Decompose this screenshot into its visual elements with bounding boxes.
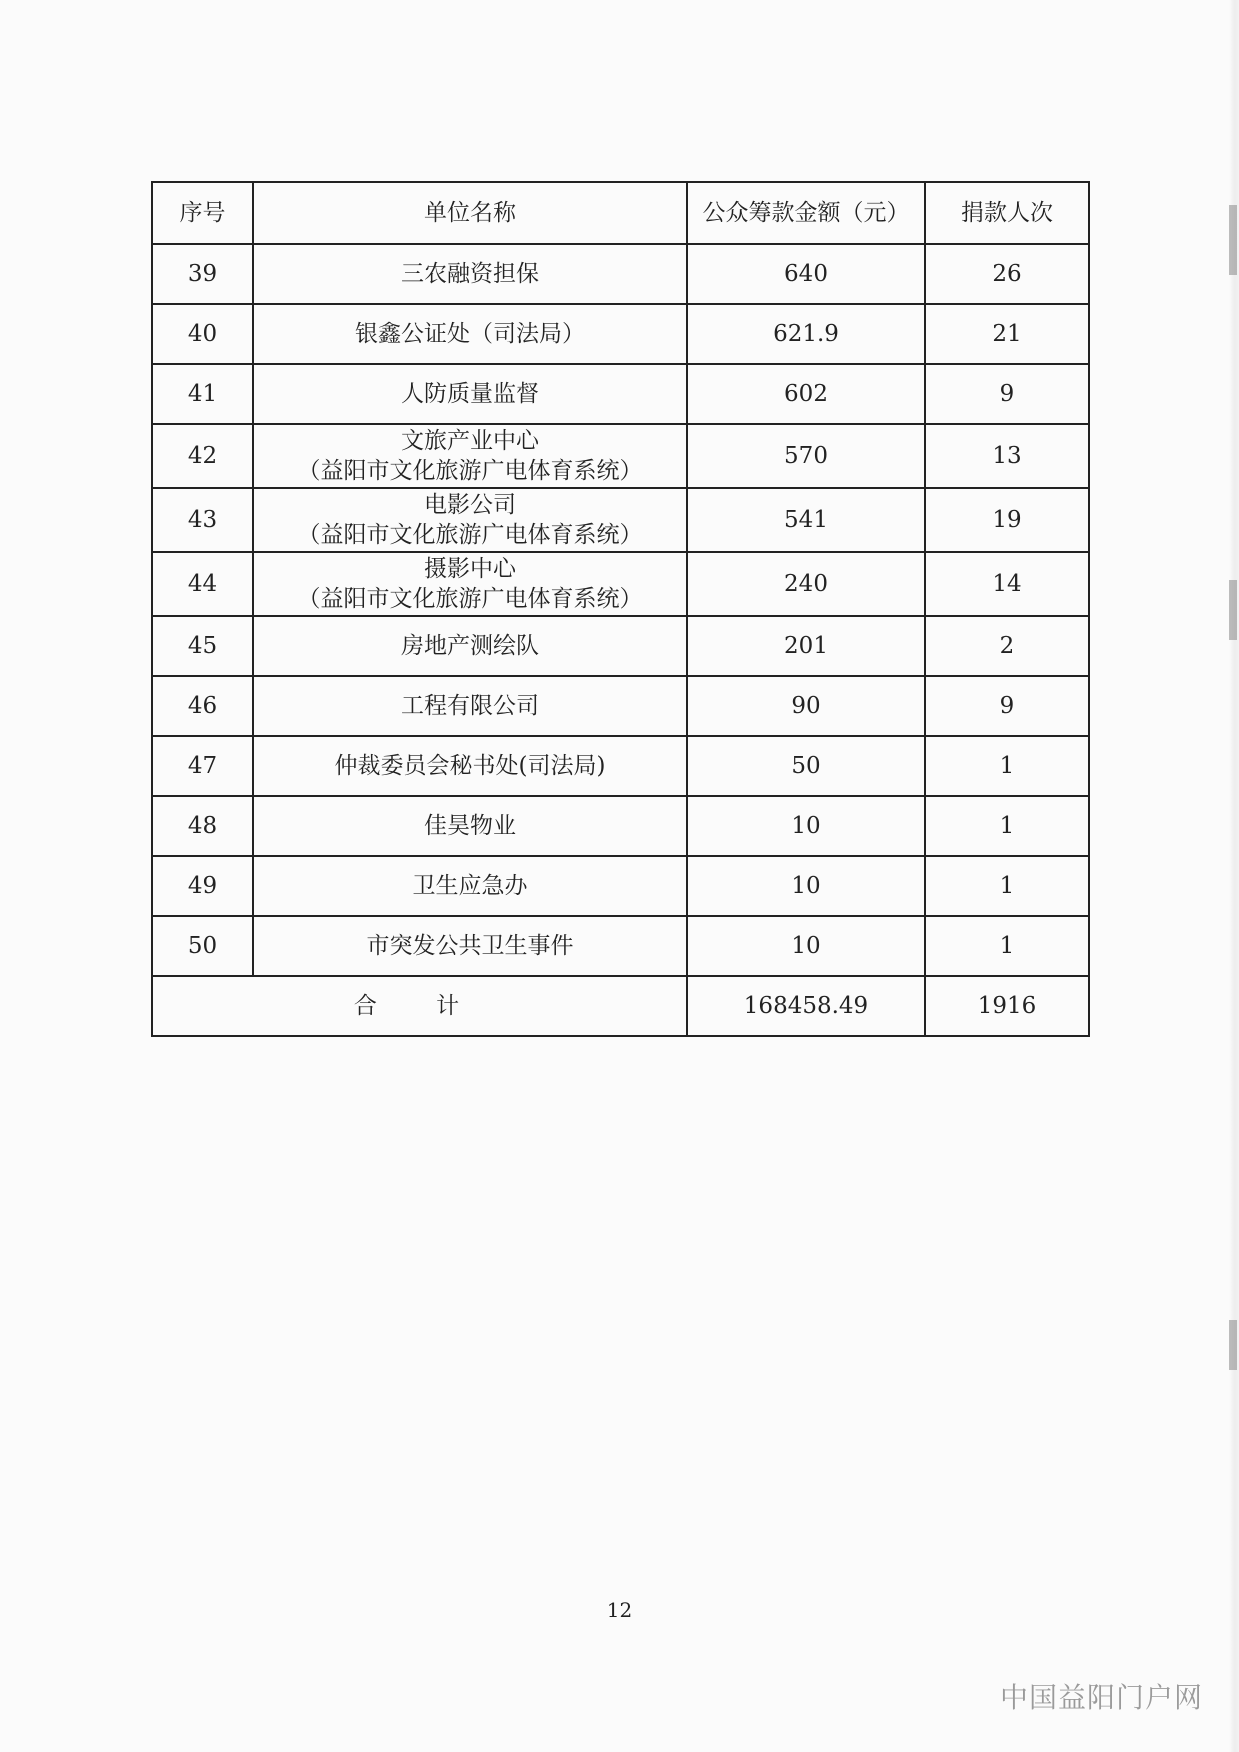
unit-name: 文旅产业中心 <box>401 428 539 454</box>
page-number: 12 <box>606 1598 633 1622</box>
table-row <box>152 916 1089 976</box>
unit-name: 佳昊物业 <box>424 813 516 839</box>
table-row <box>152 736 1089 796</box>
cell-count: 9 <box>925 676 1089 736</box>
unit-name: 卫生应急办 <box>412 873 528 899</box>
cell-count: 1 <box>925 736 1089 796</box>
cell-seq: 41 <box>152 364 253 424</box>
cell-name <box>253 856 687 916</box>
cell-seq: 42 <box>152 424 253 488</box>
header-amount: 公众筹款金额（元） <box>687 182 925 244</box>
header-count: 捐款人次 <box>925 182 1089 244</box>
unit-name: 摄影中心 <box>424 556 516 582</box>
header-name: 单位名称 <box>253 182 687 244</box>
unit-name: 工程有限公司 <box>401 693 539 719</box>
cell-count: 26 <box>925 244 1089 304</box>
cell-amount: 10 <box>687 796 925 856</box>
cell-count: 1 <box>925 796 1089 856</box>
unit-name: 银鑫公证处（司法局） <box>355 321 585 347</box>
cell-amount: 621.9 <box>687 304 925 364</box>
unit-name-sub: （益阳市文化旅游广电体育系统） <box>297 586 643 612</box>
unit-name: 三农融资担保 <box>401 261 539 287</box>
cell-seq: 43 <box>152 488 253 552</box>
cell-amount: 90 <box>687 676 925 736</box>
table-row <box>152 616 1089 676</box>
table-row <box>152 424 1089 488</box>
table-row <box>152 488 1089 552</box>
site-watermark: 中国益阳门户网 <box>999 1681 1203 1714</box>
cell-amount: 50 <box>687 736 925 796</box>
cell-amount: 541 <box>687 488 925 552</box>
cell-seq: 49 <box>152 856 253 916</box>
cell-count: 9 <box>925 364 1089 424</box>
cell-count: 1 <box>925 916 1089 976</box>
cell-count: 21 <box>925 304 1089 364</box>
cell-name <box>253 364 687 424</box>
scan-mark <box>1229 205 1237 275</box>
cell-count: 2 <box>925 616 1089 676</box>
unit-name-sub: （益阳市文化旅游广电体育系统） <box>297 458 643 484</box>
scan-mark <box>1229 580 1237 640</box>
table-total-row <box>152 976 1089 1036</box>
cell-name <box>253 244 687 304</box>
table-row <box>152 552 1089 616</box>
cell-seq: 50 <box>152 916 253 976</box>
cell-amount: 602 <box>687 364 925 424</box>
unit-name: 房地产测绘队 <box>401 633 539 659</box>
unit-name: 人防质量监督 <box>401 381 539 407</box>
total-amount: 168458.49 <box>687 976 925 1036</box>
total-count: 1916 <box>925 976 1089 1036</box>
cell-name <box>253 916 687 976</box>
cell-count: 19 <box>925 488 1089 552</box>
cell-amount: 10 <box>687 916 925 976</box>
unit-name: 仲裁委员会秘书处(司法局) <box>334 753 606 779</box>
cell-seq: 39 <box>152 244 253 304</box>
cell-seq: 40 <box>152 304 253 364</box>
cell-seq: 46 <box>152 676 253 736</box>
cell-seq: 44 <box>152 552 253 616</box>
cell-count: 1 <box>925 856 1089 916</box>
table-row <box>152 244 1089 304</box>
table-row <box>152 796 1089 856</box>
cell-amount: 640 <box>687 244 925 304</box>
cell-seq: 48 <box>152 796 253 856</box>
unit-name: 电影公司 <box>424 492 516 518</box>
cell-name <box>253 304 687 364</box>
cell-seq: 47 <box>152 736 253 796</box>
unit-name: 市突发公共卫生事件 <box>366 933 574 959</box>
table-row <box>152 364 1089 424</box>
table-header-row <box>152 182 1089 244</box>
cell-name <box>253 488 687 552</box>
cell-name <box>253 796 687 856</box>
header-seq: 序号 <box>152 182 253 244</box>
total-label-text: 合 计 <box>353 993 486 1019</box>
scan-mark <box>1229 1320 1237 1370</box>
total-label <box>152 976 687 1036</box>
donation-table <box>151 181 1090 1037</box>
cell-name <box>253 736 687 796</box>
cell-amount: 240 <box>687 552 925 616</box>
donation-table-container <box>151 181 1088 1037</box>
cell-seq: 45 <box>152 616 253 676</box>
cell-name <box>253 552 687 616</box>
table-row <box>152 856 1089 916</box>
cell-amount: 570 <box>687 424 925 488</box>
unit-name-sub: （益阳市文化旅游广电体育系统） <box>297 522 643 548</box>
table-row <box>152 304 1089 364</box>
cell-count: 13 <box>925 424 1089 488</box>
cell-name <box>253 616 687 676</box>
cell-name <box>253 676 687 736</box>
cell-count: 14 <box>925 552 1089 616</box>
cell-amount: 10 <box>687 856 925 916</box>
cell-name <box>253 424 687 488</box>
cell-amount: 201 <box>687 616 925 676</box>
table-row <box>152 676 1089 736</box>
